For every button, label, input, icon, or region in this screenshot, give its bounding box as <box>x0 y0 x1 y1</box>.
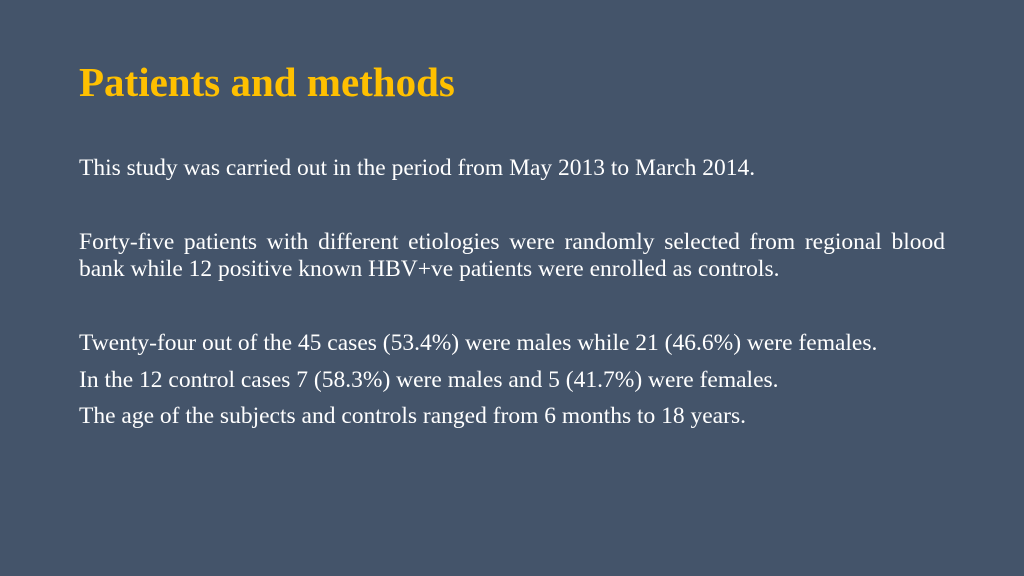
paragraph-study-period: This study was carried out in the period from May 2013 to March 2014. <box>79 155 756 181</box>
slide-body <box>79 155 945 430</box>
paragraph-patients: Forty-five patients with different etiologies were randomly selected from regional blood bank while 12 positive known HBV+ve patients were enrolled as controls. <box>79 229 945 282</box>
paragraph-control-gender: In the 12 control cases 7 (58.3%) were males and 5 (41.7%) were females. <box>79 367 779 393</box>
paragraph-age-range: The age of the subjects and controls ranged from 6 months to 18 years. <box>79 403 746 429</box>
paragraph-case-gender: Twenty-four out of the 45 cases (53.4%) were males while 21 (46.6%) were females. <box>79 330 878 356</box>
slide-title: Patients and methods <box>79 59 455 105</box>
